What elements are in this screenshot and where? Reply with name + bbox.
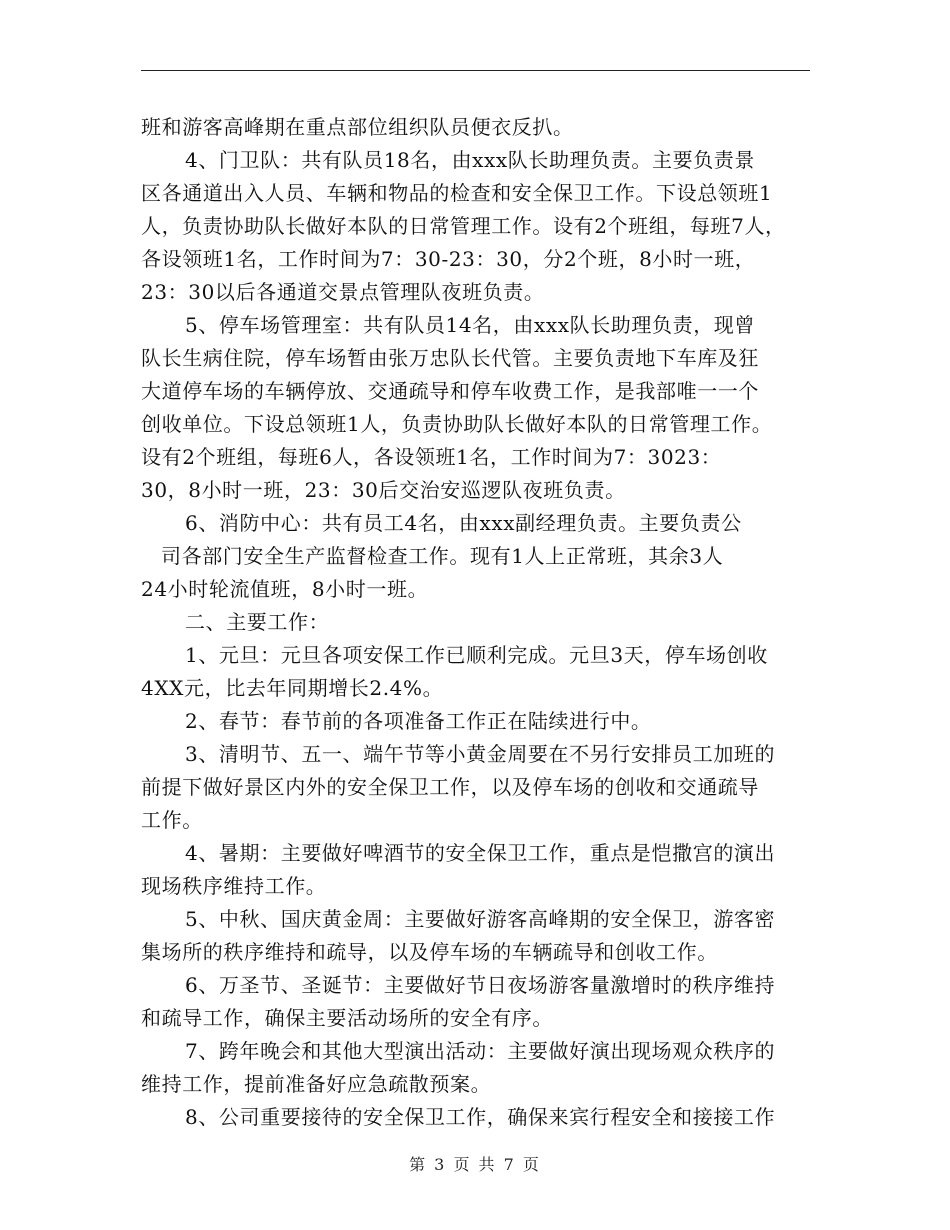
text-line: 和疏导工作，确保主要活动场所的安全有序。 [141,1006,553,1030]
text-line: 各设领班1名，工作时间为7：30-23：30，分2个班，8小时一班， [141,247,756,271]
text-line: 现场秩序维持工作。 [141,874,327,898]
text-line: 23：30以后各通道交景点管理队夜班负责。 [141,280,545,304]
text-line: 4XX元，比去年同期增长2.4%。 [141,676,444,700]
text-line: 5、中秋、国庆黄金周：主要做好游客高峰期的安全保卫，游客密 [185,907,776,931]
text-line: 设有2个班组，每班6人，各设领班1名，工作时间为7：3023： [141,445,722,469]
text-line: 班和游客高峰期在重点部位组织队员便衣反扒。 [141,115,574,139]
section-heading: 二、主要工作： [185,610,330,634]
text-line: 6、消防中心：共有员工4名，由xxx副经理负责。主要负责公 [185,511,742,535]
text-line: 集场所的秩序维持和疏导，以及停车场的车辆疏导和创收工作。 [141,940,718,964]
text-line: 区各通道出入人员、车辆和物品的检查和安全保卫工作。下设总领班1 [141,181,773,205]
text-line: 6、万圣节、圣诞节：主要做好节日夜场游客量激增时的秩序维持 [185,973,776,997]
text-line: 人，负责协助队长做好本队的日常管理工作。设有2个班组，每班7人， [141,214,786,238]
text-line: 4、门卫队：共有队员18名，由xxx队长助理负责。主要负责景 [185,148,756,172]
text-line: 维持工作，提前准备好应急疏散预案。 [141,1072,492,1096]
text-line: 创收单位。下设总领班1人，负责协助队长做好本队的日常管理工作。 [141,412,773,436]
text-line: 30，8小时一班，23：30后交治安巡逻队夜班负责。 [141,478,626,502]
text-line: 7、跨年晚会和其他大型演出活动：主要做好演出现场观众秩序的 [185,1039,776,1063]
text-line: 2、春节：春节前的各项准备工作正在陆续进行中。 [185,709,652,733]
header-rule [141,70,810,71]
text-line: 前提下做好景区内外的安全保卫工作，以及停车场的创收和交通疏导 [141,775,759,799]
text-line: 3、清明节、五一、端午节等小黄金周要在不另行安排员工加班的 [185,742,776,766]
text-line: 4、暑期：主要做好啤酒节的安全保卫工作，重点是恺撒宫的演出 [185,841,776,865]
text-line: 1、元旦：元旦各项安保工作已顺利完成。元旦3天，停车场创收 [185,643,768,667]
text-line: 24小时轮流值班，8小时一班。 [141,577,429,601]
text-line: 5、停车场管理室：共有队员14名，由xxx队长助理负责，现曾 [185,313,756,337]
text-line: 司各部门安全生产监督检查工作。现有1人上正常班，其余3人 [161,544,724,568]
text-line: 8、公司重要接待的安全保卫工作，确保来宾行程安全和接接工作 [185,1105,776,1129]
page-label: 第 3 页 共 7 页 [409,1155,541,1174]
text-line: 大道停车场的车辆停放、交通疏导和停车收费工作，是我部唯一一个 [141,379,759,403]
text-line: 队长生病住院，停车场暂由张万忠队长代管。主要负责地下车库及狂 [141,346,759,370]
text-line: 工作。 [141,808,203,832]
page-number-footer [0,1152,950,1175]
